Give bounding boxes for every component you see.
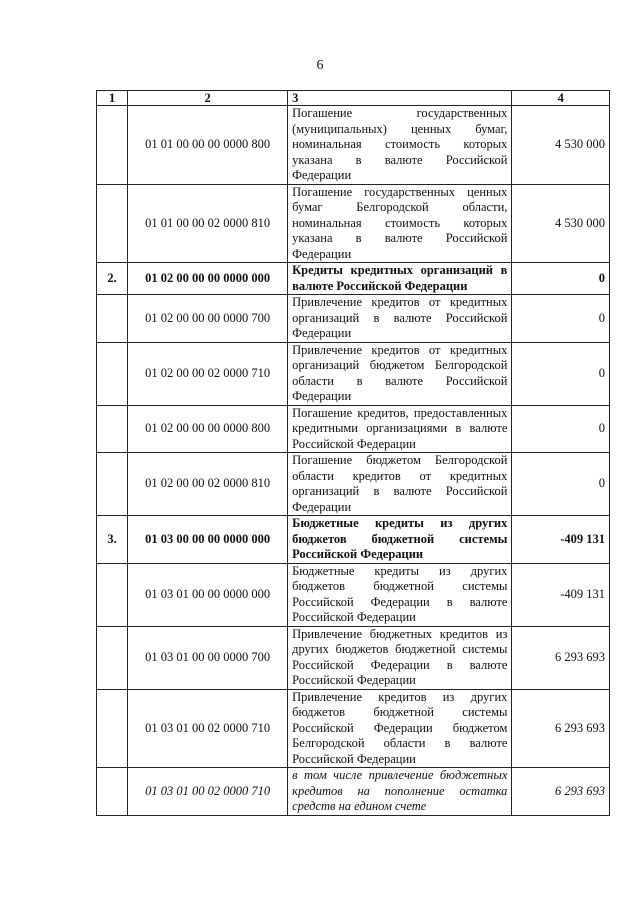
table-row [97,516,610,564]
row-amount: 6 293 693 [512,626,610,689]
row-description: Привлечение кредитов от кредитных организаций бюджетом Белгородской области в валюте Российской Федерации [288,342,512,405]
row-number [97,295,128,343]
row-description: в том числе привлечение бюджетных кредитов на пополнение остатка средств на едином счете [288,768,512,816]
row-amount: -409 131 [512,563,610,626]
table-header-row [97,91,610,106]
row-description: Привлечение кредитов от кредитных организаций в валюте Российской Федерации [288,295,512,343]
budget-code: 01 02 00 00 00 0000 800 [128,405,288,453]
budget-code: 01 03 00 00 00 0000 000 [128,516,288,564]
row-description: Бюджетные кредиты из других бюджетов бюджетной системы Российской Федерации в валюте Российской Федерации [288,563,512,626]
row-number [97,768,128,816]
row-number: 3. [97,516,128,564]
table-row [97,453,610,516]
table-row [97,295,610,343]
column-header-4: 4 [512,91,610,106]
budget-code: 01 02 00 00 02 0000 710 [128,342,288,405]
budget-code: 01 01 00 00 02 0000 810 [128,184,288,263]
table-row [97,405,610,453]
row-amount: 0 [512,342,610,405]
row-number [97,106,128,185]
row-amount: 0 [512,263,610,295]
budget-code: 01 02 00 00 00 0000 000 [128,263,288,295]
row-description: Привлечение бюджетных кредитов из других бюджетов бюджетной системы Российской Федерации в валюте Российской Федерации [288,626,512,689]
table-body [97,106,610,816]
table-row [97,342,610,405]
row-description: Погашение государственных ценных бумаг Белгородской области, номинальная стоимость которых указана в валюте Российской Федерации [288,184,512,263]
page-number: 6 [316,58,324,73]
budget-code: 01 03 01 00 00 0000 700 [128,626,288,689]
row-description: Погашение государственных (муниципальных) ценных бумаг, номинальная стоимость которых указана в валюте Российской Федерации [288,106,512,185]
table-row [97,184,610,263]
row-description: Кредиты кредитных организаций в валюте Российской Федерации [288,263,512,295]
table-row [97,106,610,185]
row-number [97,626,128,689]
column-header-1: 1 [97,91,128,106]
row-number [97,563,128,626]
row-description: Погашение бюджетом Белгородской области кредитов от кредитных организаций в валюте Российской Федерации [288,453,512,516]
row-amount: 6 293 693 [512,768,610,816]
row-number [97,342,128,405]
budget-code: 01 03 01 00 02 0000 710 [128,768,288,816]
row-number [97,689,128,768]
table-row [97,626,610,689]
column-header-2: 2 [128,91,288,106]
column-header-3: 3 [288,91,512,106]
budget-code: 01 02 00 00 00 0000 700 [128,295,288,343]
row-number [97,184,128,263]
table-row [97,263,610,295]
budget-code: 01 01 00 00 00 0000 800 [128,106,288,185]
table-row [97,563,610,626]
table-row [97,689,610,768]
budget-code: 01 03 01 00 02 0000 710 [128,689,288,768]
row-number: 2. [97,263,128,295]
row-amount: 0 [512,453,610,516]
budget-code: 01 02 00 00 02 0000 810 [128,453,288,516]
row-amount: 0 [512,295,610,343]
row-number [97,453,128,516]
row-amount: 0 [512,405,610,453]
table-row [97,768,610,816]
budget-table [96,90,610,816]
row-number [97,405,128,453]
budget-code: 01 03 01 00 00 0000 000 [128,563,288,626]
row-amount: 4 530 000 [512,106,610,185]
row-description: Бюджетные кредиты из других бюджетов бюджетной системы Российской Федерации [288,516,512,564]
row-description: Привлечение кредитов из других бюджетов бюджетной системы Российской Федерации бюджетом Белгородской области в валюте Российской Федерации [288,689,512,768]
row-amount: -409 131 [512,516,610,564]
row-description: Погашение кредитов, предоставленных кредитными организациями в валюте Российской Федерации [288,405,512,453]
row-amount: 4 530 000 [512,184,610,263]
row-amount: 6 293 693 [512,689,610,768]
